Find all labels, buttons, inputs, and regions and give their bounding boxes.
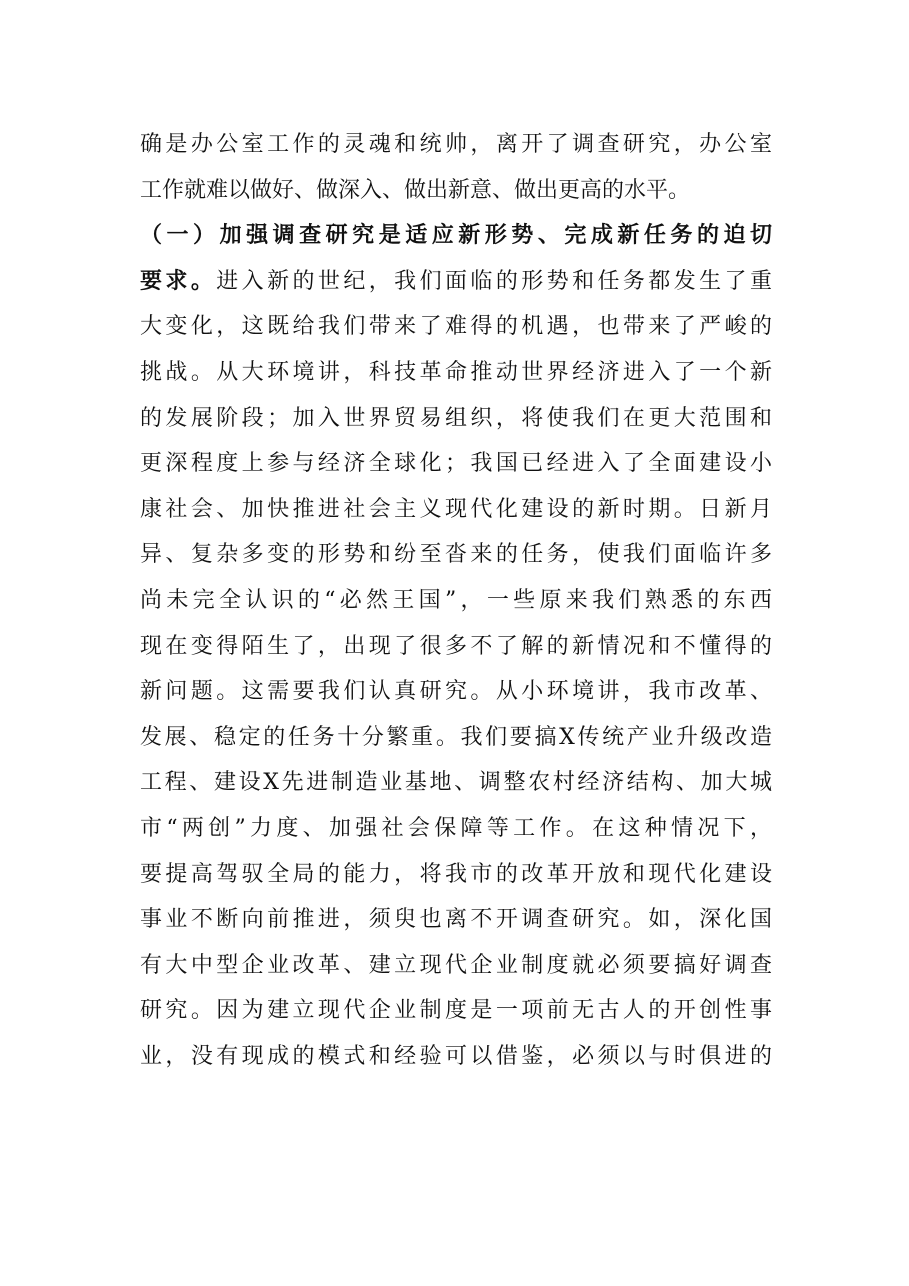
text-line: 发展、稳定的任务十分繁重。我们要搞X传统产业升级改造 [140,724,772,750]
document-body [140,122,772,1079]
text-line: 现在变得陌生了，出现了很多不了解的新情况和不懂得的 [140,633,772,659]
text-line: 的发展阶段；加入世界贸易组织，将使我们在更大范围和 [140,405,772,431]
section-heading-end: 要求。 [140,267,217,294]
section-heading-line [140,213,772,259]
text-line: 工作就难以做好、做深入、做出新意、做出更高的水平。 [140,177,691,203]
text-line: 新问题。这需要我们认真研究。从小环境讲，我市改革、 [140,679,772,705]
text-line: 工程、建设X先进制造业基地、调整农村经济结构、加大城 [140,770,772,796]
text-line: 确是办公室工作的灵魂和统帅，离开了调查研究，办公室 [140,132,772,157]
text-line: 市“两创”力度、加强社会保障等工作。在这种情况下， [140,815,772,841]
text-line: 挑战。从大环境讲，科技革命推动世界经济进入了一个新 [140,359,772,385]
text-line: 有大中型企业改革、建立现代企业制度就必须要搞好调查 [140,952,772,978]
paragraph-text: 进入新的世纪，我们面临的形势和任务都发生了重 [216,268,772,294]
text-line: 尚未完全认识的“必然王国”，一些原来我们熟悉的东西 [140,587,772,613]
text-line: 异、复杂多变的形势和纷至沓来的任务，使我们面临许多 [140,542,772,568]
text-line: 更深程度上参与经济全球化；我国已经进入了全面建设小 [140,451,772,477]
text-line: 事业不断向前推进，须臾也离不开调查研究。如，深化国 [140,907,772,933]
text-line [140,259,772,305]
text-line: 研究。因为建立现代企业制度是一项前无古人的开创性事 [140,998,772,1024]
text-line: 业，没有现成的模式和经验可以借鉴，必须以与时俱进的 [140,1043,772,1069]
text-line: 康社会、加快推进社会主义现代化建设的新时期。日新月 [140,496,772,522]
section-heading-text: （一）加强调查研究是适应新形势、完成新任务的迫切 [140,222,772,249]
text-line: 大变化，这既给我们带来了难得的机遇，也带来了严峻的 [140,314,772,340]
text-line: 要提高驾驭全局的能力，将我市的改革开放和现代化建设 [140,861,772,887]
